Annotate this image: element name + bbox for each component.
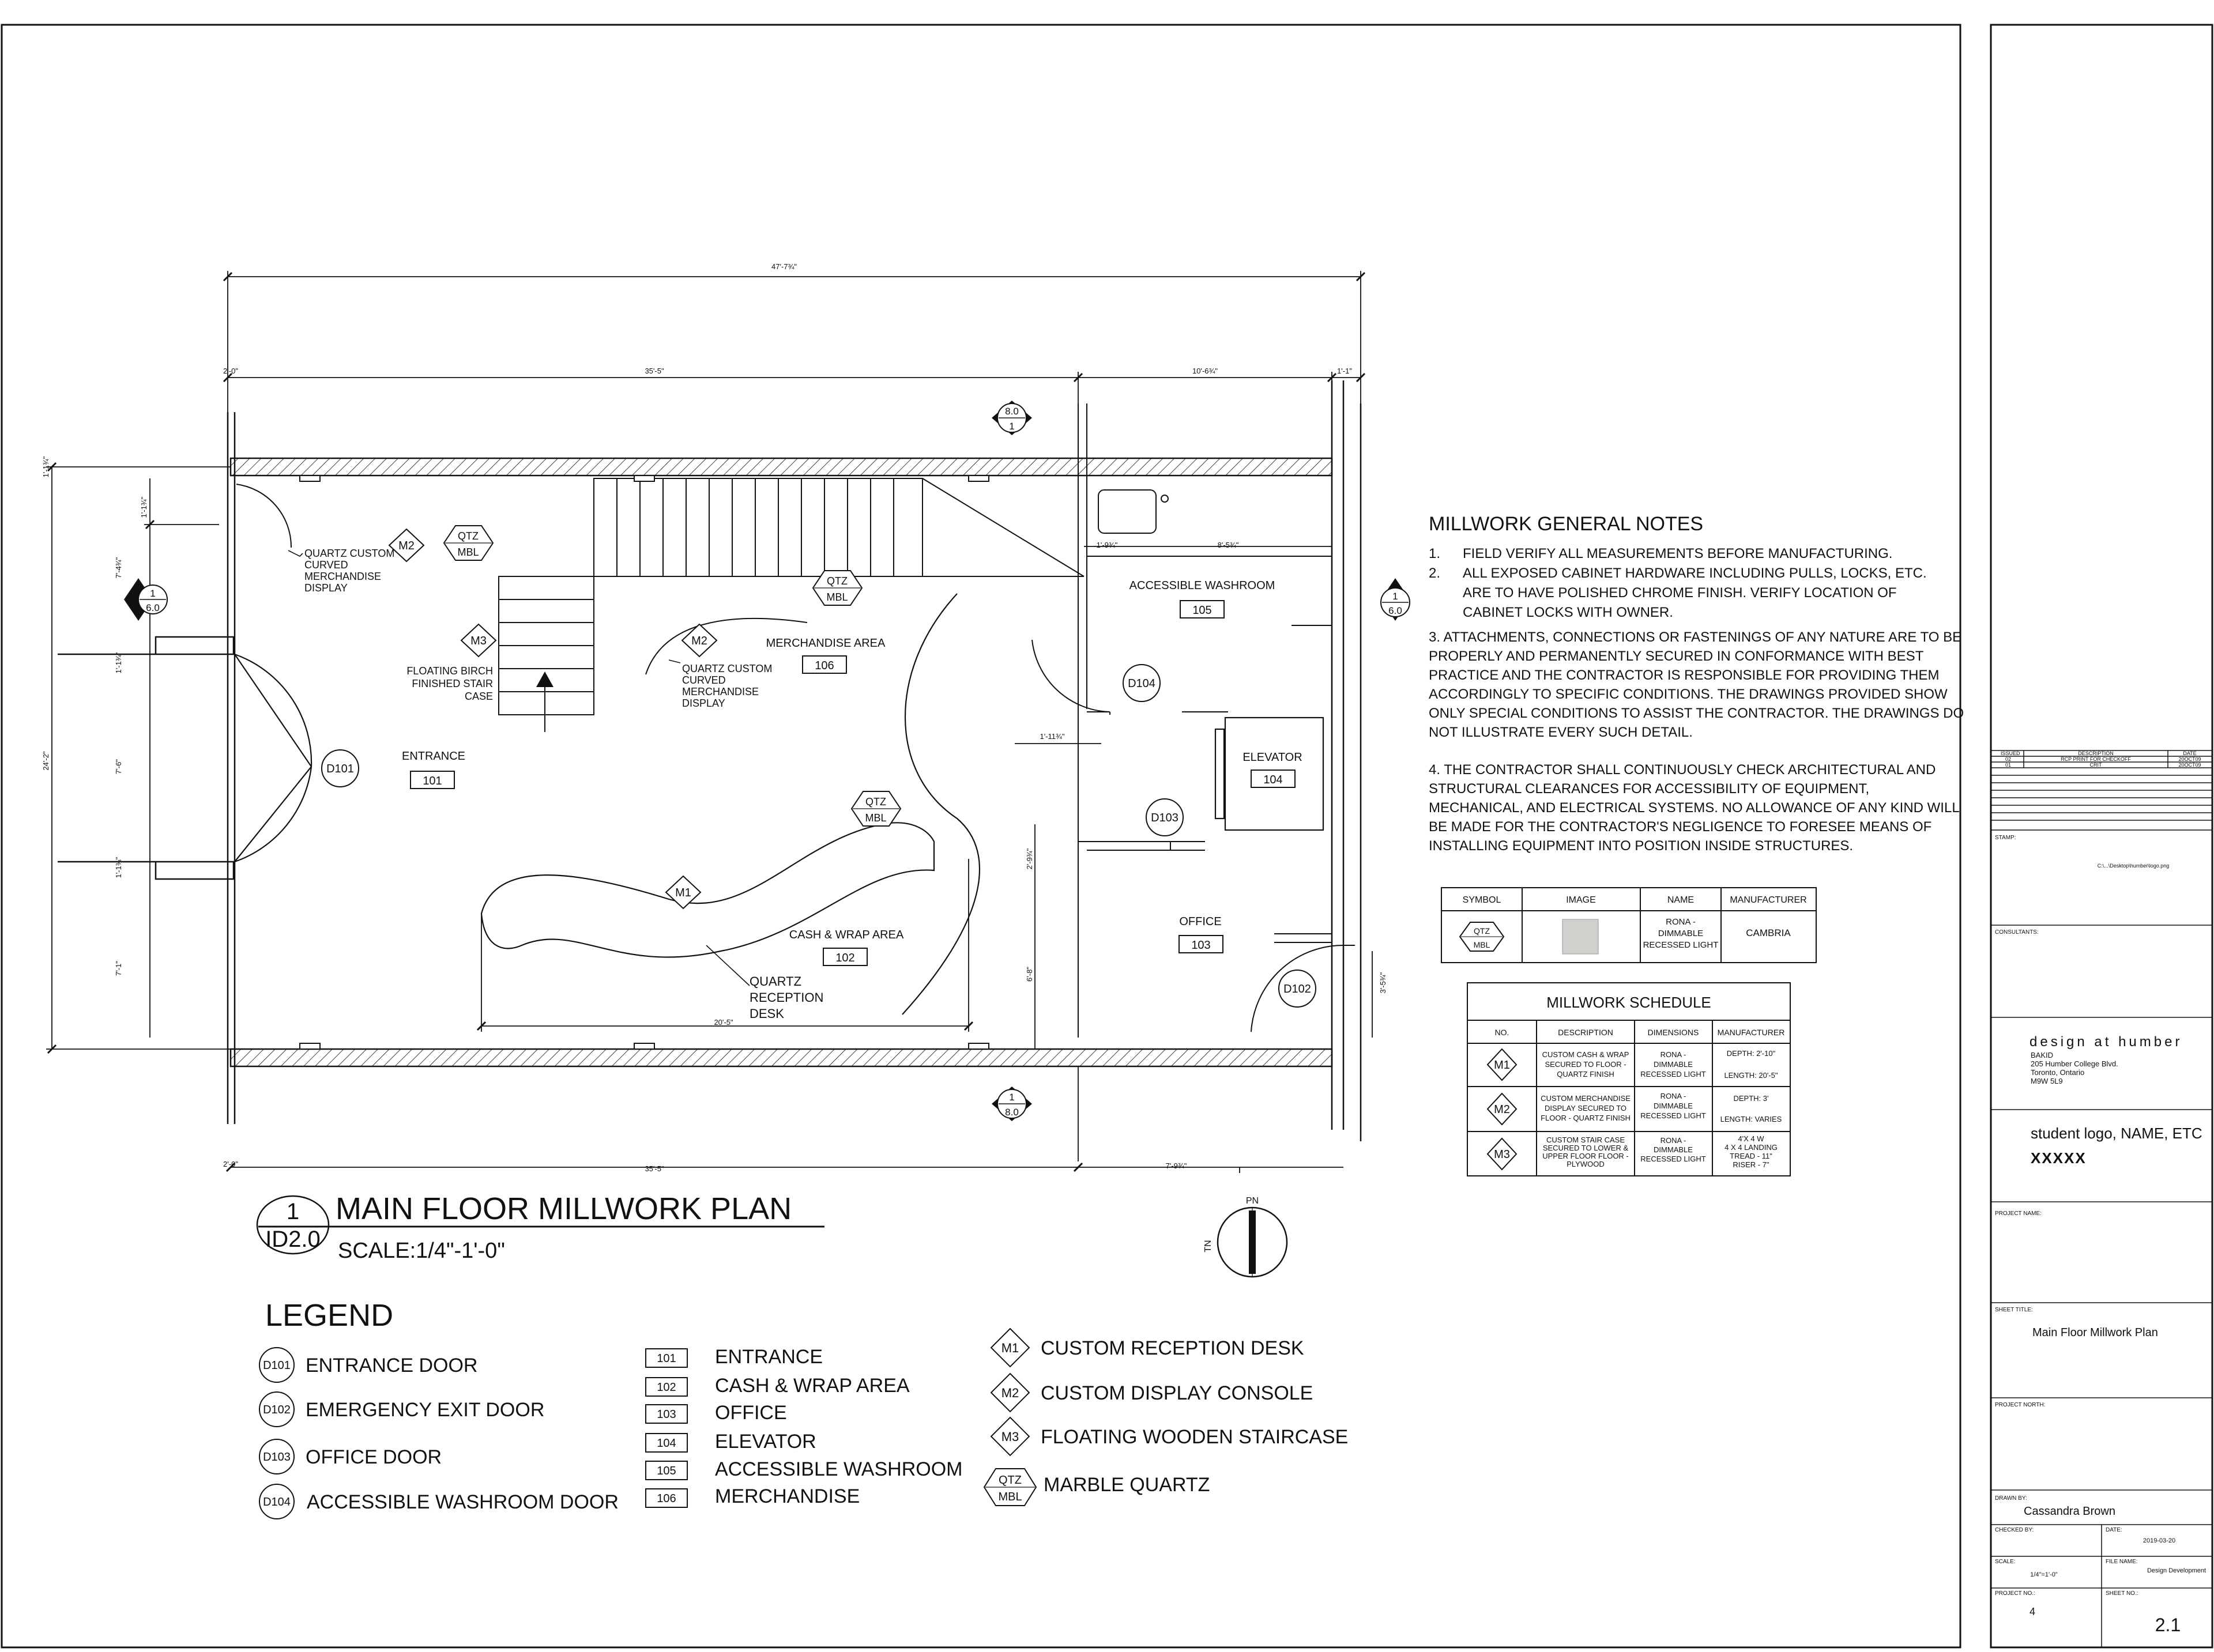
svg-text:SHEET NO.:: SHEET NO.:: [2106, 1590, 2138, 1597]
svg-text:design at humber: design at humber: [2030, 1034, 2183, 1050]
svg-text:ACCORDINGLY TO SPECIFIC CONDIT: ACCORDINGLY TO SPECIFIC CONDITIONS. THE DRAWINGS PROVIDED SHOW: [1429, 687, 1948, 702]
svg-text:DATE: DATE: [2183, 750, 2197, 756]
svg-text:SHEET TITLE:: SHEET TITLE:: [1995, 1307, 2033, 1313]
svg-text:QTZ: QTZ: [827, 575, 848, 587]
svg-text:CURVED: CURVED: [682, 674, 726, 686]
svg-text:PROJECT NORTH:: PROJECT NORTH:: [1995, 1402, 2046, 1408]
svg-text:DRAWN BY:: DRAWN BY:: [1995, 1495, 2027, 1502]
svg-text:RECESSED LIGHT: RECESSED LIGHT: [1640, 1155, 1706, 1163]
dim-left-top: 1'-1¾": [42, 456, 50, 478]
svg-text:IMAGE: IMAGE: [1566, 895, 1596, 905]
schedule-title: MILLWORK SCHEDULE: [1546, 994, 1711, 1011]
svg-text:D104: D104: [263, 1496, 291, 1508]
door-tag-d103: [1146, 799, 1183, 836]
svg-text:PLYWOOD: PLYWOOD: [1567, 1160, 1605, 1168]
legend-doors: [259, 1348, 619, 1519]
svg-text:BAKID: BAKID: [2031, 1051, 2054, 1059]
schedule-row-m1: [1488, 1049, 1778, 1080]
dim-left-a: 1'-1¾": [140, 496, 148, 518]
svg-text:102: 102: [835, 952, 855, 964]
svg-text:20OCT09: 20OCT09: [2178, 756, 2201, 762]
svg-text:LENGTH: VARIES: LENGTH: VARIES: [1720, 1115, 1782, 1123]
dim-d104-gap: 1'-11¾": [1040, 732, 1065, 741]
svg-text:FLOOR - QUARTZ FINISH: FLOOR - QUARTZ FINISH: [1541, 1114, 1631, 1122]
svg-text:CABINET LOCKS WITH OWNER.: CABINET LOCKS WITH OWNER.: [1463, 605, 1673, 620]
svg-text:M2: M2: [398, 540, 415, 552]
svg-text:RONA -: RONA -: [1666, 917, 1696, 927]
note-curved-display-2: [682, 663, 772, 709]
svg-text:ACCESSIBLE WASHROOM DOOR: ACCESSIBLE WASHROOM DOOR: [307, 1491, 619, 1513]
section-marker-bottom: [992, 1087, 1032, 1121]
svg-text:NOT ILLUSTRATE EVERY SUCH DETA: NOT ILLUSTRATE EVERY SUCH DETAIL.: [1429, 725, 1693, 740]
dim-left-d: 7'-6": [114, 759, 123, 774]
svg-text:M3: M3: [470, 635, 487, 647]
marble-swatch: [1562, 919, 1598, 954]
svg-text:FLOATING WOODEN STAIRCASE: FLOATING WOODEN STAIRCASE: [1041, 1426, 1349, 1448]
svg-text:UPPER FLOOR FLOOR -: UPPER FLOOR FLOOR -: [1542, 1152, 1629, 1160]
door-tag-d102: [1279, 970, 1316, 1007]
date-value: 2019-03-20: [2143, 1537, 2176, 1544]
svg-text:3. ATTACHMENTS, CONNECTIONS OR: 3. ATTACHMENTS, CONNECTIONS OR FASTENINGS OF ANY NATURE ARE TO BE: [1429, 629, 1962, 645]
svg-text:DIMMABLE: DIMMABLE: [1654, 1102, 1693, 1110]
svg-text:M3: M3: [1494, 1148, 1510, 1161]
dim-left-c: 1'-1¾": [114, 652, 123, 674]
svg-text:2.: 2.: [1429, 565, 1441, 581]
svg-text:SECURED TO FLOOR -: SECURED TO FLOOR -: [1545, 1060, 1626, 1069]
svg-text:ARE TO HAVE POLISHED CHROME FI: ARE TO HAVE POLISHED CHROME FINISH. VERIFY LOCATION OF: [1463, 585, 1897, 601]
svg-text:MERCHANDISE: MERCHANDISE: [682, 686, 759, 697]
svg-text:DIMMABLE: DIMMABLE: [1658, 929, 1704, 938]
svg-text:SYMBOL: SYMBOL: [1462, 895, 1501, 905]
legend-rooms: [646, 1346, 962, 1507]
svg-text:101: 101: [423, 775, 442, 787]
svg-text:106: 106: [657, 1492, 676, 1505]
svg-text:CUSTOM CASH & WRAP: CUSTOM CASH & WRAP: [1542, 1050, 1629, 1059]
svg-text:QUARTZ FINISH: QUARTZ FINISH: [1557, 1070, 1614, 1078]
note-stair: [406, 665, 493, 702]
svg-text:4. THE CONTRACTOR SHALL CONTIN: 4. THE CONTRACTOR SHALL CONTINUOUSLY CHECK ARCHITECTURAL AND: [1429, 762, 1936, 778]
svg-text:104: 104: [1263, 774, 1283, 786]
svg-text:1: 1: [1009, 421, 1015, 432]
svg-text:MERCHANDISE: MERCHANDISE: [304, 571, 382, 582]
svg-text:C:\...\Desktop\humber\logo.png: C:\...\Desktop\humber\logo.png: [2097, 863, 2170, 869]
svg-text:QTZ: QTZ: [458, 530, 479, 542]
entrance-doors: [235, 654, 311, 862]
svg-text:DESCRIPTION: DESCRIPTION: [1558, 1028, 1613, 1037]
svg-text:D101: D101: [263, 1359, 291, 1372]
svg-text:CASH & WRAP AREA: CASH & WRAP AREA: [715, 1375, 910, 1397]
svg-text:FINISHED STAIR: FINISHED STAIR: [412, 678, 493, 689]
svg-text:QUARTZ CUSTOM: QUARTZ CUSTOM: [682, 663, 773, 674]
millwork-tags-plan: [389, 526, 901, 908]
plan-tag-m3: [461, 624, 496, 657]
firm-info: [2030, 1034, 2202, 1167]
svg-text:TN: TN: [1203, 1240, 1213, 1253]
svg-text:BE MADE FOR THE CONTRACTOR'S N: BE MADE FOR THE CONTRACTOR'S NEGLIGENCE TO FORESEE MEANS OF: [1429, 819, 1932, 835]
svg-text:1: 1: [150, 588, 156, 599]
dim-wash-b: 8'-5¾": [1217, 541, 1239, 549]
title-block: [1991, 750, 2212, 1647]
svg-text:M9W 5L9: M9W 5L9: [2031, 1077, 2063, 1085]
svg-text:LENGTH: 20'-5": LENGTH: 20'-5": [1724, 1071, 1778, 1080]
svg-text:PROPERLY AND PERMANENTLY SECUR: PROPERLY AND PERMANENTLY SECURED IN CONFORMANCE WITH BEST: [1429, 648, 1924, 664]
svg-text:XXXXX: XXXXX: [2031, 1149, 2087, 1167]
room-elevator: [1242, 751, 1302, 787]
section-marker-right: [1381, 578, 1410, 621]
file-name-value: Design Development: [2147, 1567, 2207, 1574]
stair-direction-arrow: [536, 672, 554, 687]
svg-text:CHECKED BY:: CHECKED BY:: [1995, 1527, 2034, 1533]
svg-text:DESCRIPTION: DESCRIPTION: [2078, 750, 2114, 756]
svg-text:M2: M2: [691, 635, 707, 647]
section-marker-left: [124, 578, 167, 621]
drawn-by: Cassandra Brown: [2024, 1505, 2115, 1518]
svg-text:4'X 4 W: 4'X 4 W: [1738, 1134, 1764, 1143]
north-arrow: [1203, 1196, 1287, 1277]
svg-text:20OCT09: 20OCT09: [2178, 762, 2201, 768]
dim-overall: 47'-7¾": [771, 262, 797, 271]
svg-text:CRIT: CRIT: [2089, 762, 2102, 768]
svg-text:SECURED TO LOWER &: SECURED TO LOWER &: [1542, 1144, 1629, 1152]
door-tags: [322, 665, 1316, 1007]
svg-text:OFFICE: OFFICE: [1179, 915, 1222, 928]
svg-text:6.0: 6.0: [146, 602, 160, 613]
svg-text:8.0: 8.0: [1005, 1107, 1019, 1118]
revision-table: [2001, 750, 2201, 768]
svg-text:ENTRANCE: ENTRANCE: [401, 750, 466, 763]
svg-text:PN: PN: [1245, 1196, 1259, 1206]
svg-text:104: 104: [657, 1437, 676, 1450]
dim-top-right: 1'-1": [1337, 367, 1352, 375]
svg-text:205 Humber College Blvd.: 205 Humber College Blvd.: [2031, 1059, 2118, 1068]
room-entrance: [402, 750, 465, 789]
svg-text:D102: D102: [1283, 983, 1311, 995]
drawing-title: [257, 1191, 824, 1263]
svg-text:TREAD - 11": TREAD - 11": [1730, 1152, 1772, 1160]
top-left-door-swing: [236, 484, 291, 548]
dim-office-h: 2'-9¾": [1025, 848, 1034, 870]
svg-text:MANUFACTURER: MANUFACTURER: [1730, 895, 1807, 905]
svg-text:DATE:: DATE:: [2106, 1527, 2122, 1533]
svg-text:02: 02: [2005, 756, 2012, 762]
material-symbol: [1460, 922, 1504, 951]
svg-text:MERCHANDISE AREA: MERCHANDISE AREA: [766, 637, 886, 650]
svg-text:CUSTOM DISPLAY CONSOLE: CUSTOM DISPLAY CONSOLE: [1041, 1382, 1313, 1404]
plan-tag-qtz-a: [444, 526, 493, 560]
svg-text:ONLY SPECIAL CONDITIONS TO ASS: ONLY SPECIAL CONDITIONS TO ASSIST THE CONTRACTOR. THE DRAWINGS DO: [1429, 706, 1964, 721]
svg-text:ACCESSIBLE WASHROOM: ACCESSIBLE WASHROOM: [1129, 579, 1275, 592]
curved-display-wall: [902, 594, 980, 1014]
svg-text:105: 105: [657, 1465, 676, 1477]
project-no-value: 4: [2030, 1606, 2036, 1617]
svg-text:103: 103: [657, 1408, 676, 1421]
svg-text:EMERGENCY EXIT DOOR: EMERGENCY EXIT DOOR: [306, 1399, 545, 1421]
svg-text:DIMMABLE: DIMMABLE: [1654, 1060, 1693, 1069]
general-notes: [1429, 513, 1964, 854]
dim-left-total: 24'-2": [42, 751, 50, 771]
dim-left-b: 7'-4¾": [114, 557, 123, 579]
svg-text:RONA -: RONA -: [1660, 1092, 1686, 1100]
svg-text:CASH & WRAP AREA: CASH & WRAP AREA: [789, 929, 904, 941]
svg-text:CONSULTANTS:: CONSULTANTS:: [1995, 929, 2039, 936]
svg-text:INSTALLING EQUIPMENT INTO POSI: INSTALLING EQUIPMENT INTO POSITION INSIDE STRUCTURES.: [1429, 838, 1854, 854]
svg-text:DEPTH: 3': DEPTH: 3': [1733, 1094, 1769, 1103]
svg-text:RISER - 7": RISER - 7": [1733, 1160, 1769, 1169]
svg-text:MARBLE QUARTZ: MARBLE QUARTZ: [1044, 1474, 1210, 1496]
dim-top-mid: 10'-6¾": [1192, 367, 1218, 375]
dim-d102-h: 3'-5¾": [1379, 972, 1387, 994]
svg-text:103: 103: [1191, 939, 1211, 952]
title-number: 1: [286, 1199, 300, 1224]
svg-text:PROJECT NAME:: PROJECT NAME:: [1995, 1210, 2042, 1217]
svg-text:RCP PRINT FOR CHECKOFF: RCP PRINT FOR CHECKOFF: [2061, 756, 2131, 762]
room-labels: [402, 579, 1302, 965]
svg-text:ACCESSIBLE WASHROOM: ACCESSIBLE WASHROOM: [715, 1458, 963, 1480]
svg-text:6.0: 6.0: [1388, 605, 1402, 616]
svg-text:ELEVATOR: ELEVATOR: [715, 1431, 816, 1453]
svg-text:RECESSED LIGHT: RECESSED LIGHT: [1640, 1111, 1706, 1120]
dim-bottom-main: 35'-5": [645, 1164, 664, 1173]
svg-text:STAMP:: STAMP:: [1995, 835, 2016, 841]
svg-text:PROJECT NO.:: PROJECT NO.:: [1995, 1590, 2035, 1597]
svg-text:ISSUED: ISSUED: [2001, 750, 2020, 756]
svg-text:FIELD VERIFY ALL MEASUREMENTS: FIELD VERIFY ALL MEASUREMENTS BEFORE MANUFACTURING.: [1463, 546, 1893, 561]
dim-wash-a: 1'-9¾": [1096, 541, 1118, 549]
plan-tag-qtz-c: [852, 791, 901, 826]
sheet-title: Main Floor Millwork Plan: [2032, 1326, 2158, 1339]
svg-text:OFFICE DOOR: OFFICE DOOR: [306, 1446, 442, 1468]
legend-title: LEGEND: [265, 1298, 394, 1333]
general-notes-title: MILLWORK GENERAL NOTES: [1429, 513, 1704, 535]
svg-text:105: 105: [1192, 604, 1212, 617]
svg-text:D101: D101: [326, 763, 354, 775]
svg-text:DISPLAY: DISPLAY: [682, 697, 725, 709]
svg-text:MBL: MBL: [998, 1491, 1022, 1503]
svg-text:OFFICE: OFFICE: [715, 1402, 787, 1424]
svg-text:ALL EXPOSED CABINET HARDWARE I: ALL EXPOSED CABINET HARDWARE INCLUDING PULLS, LOCKS, ETC.: [1463, 565, 1927, 581]
svg-text:D104: D104: [1128, 677, 1155, 690]
svg-text:RECESSED LIGHT: RECESSED LIGHT: [1643, 940, 1719, 950]
svg-text:QTZ: QTZ: [999, 1474, 1022, 1487]
svg-text:8.0: 8.0: [1005, 406, 1019, 417]
door-tag-d101: [322, 750, 359, 787]
svg-text:MANUFACTURER: MANUFACTURER: [1717, 1028, 1785, 1037]
svg-text:D102: D102: [263, 1404, 291, 1416]
title-sheet-ref: ID2.0: [265, 1227, 321, 1252]
svg-text:D103: D103: [1151, 812, 1178, 824]
dim-top-left: 2'-0": [223, 367, 238, 375]
entrance-wall-stubs: [58, 637, 234, 879]
dim-cash-h: 6'-8": [1025, 967, 1034, 982]
svg-text:4 X 4 LANDING: 4 X 4 LANDING: [1724, 1143, 1778, 1152]
schedule-row-m3: [1488, 1134, 1778, 1170]
dimension-ticks: [48, 273, 1365, 1171]
svg-text:DIMMABLE: DIMMABLE: [1654, 1145, 1693, 1154]
svg-text:STRUCTURAL CLEARANCES FOR ACCE: STRUCTURAL CLEARANCES FOR ACCESSIBILITY OF EQUIPMENT,: [1429, 781, 1870, 797]
svg-text:CAMBRIA: CAMBRIA: [1746, 927, 1791, 938]
svg-text:CURVED: CURVED: [304, 559, 348, 571]
legend: [259, 1298, 1348, 1519]
svg-text:MBL: MBL: [1473, 940, 1490, 949]
svg-text:MERCHANDISE: MERCHANDISE: [715, 1485, 860, 1507]
svg-text:ENTRANCE: ENTRANCE: [715, 1346, 823, 1368]
svg-text:MBL: MBL: [826, 591, 848, 603]
title-scale: SCALE:1/4"-1'-0": [338, 1239, 505, 1263]
sheet-no-value: 2.1: [2155, 1615, 2181, 1635]
svg-text:DIMENSIONS: DIMENSIONS: [1647, 1028, 1699, 1037]
svg-text:M1: M1: [1494, 1059, 1510, 1072]
svg-text:QTZ: QTZ: [1474, 926, 1490, 936]
svg-text:M2: M2: [1494, 1103, 1510, 1116]
svg-text:M1: M1: [675, 887, 691, 899]
dim-bottom-left: 2'-0": [223, 1160, 238, 1168]
svg-text:QTZ: QTZ: [865, 796, 886, 808]
svg-text:CUSTOM MERCHANDISE: CUSTOM MERCHANDISE: [1541, 1094, 1631, 1103]
svg-text:102: 102: [657, 1381, 676, 1394]
svg-text:1.: 1.: [1429, 546, 1441, 561]
svg-text:Toronto, Ontario: Toronto, Ontario: [2031, 1068, 2085, 1077]
dim-left-f: 7'-1": [114, 961, 123, 976]
svg-text:ENTRANCE DOOR: ENTRANCE DOOR: [306, 1355, 478, 1376]
svg-text:M1: M1: [1001, 1341, 1019, 1355]
svg-text:MECHANICAL, AND ELECTRICAL SYS: MECHANICAL, AND ELECTRICAL SYSTEMS. NO ALLOWANCE OF ANY KIND WILL: [1429, 800, 1960, 816]
svg-text:DISPLAY: DISPLAY: [304, 582, 348, 594]
room-washroom: [1129, 579, 1275, 618]
svg-text:NO.: NO.: [1494, 1028, 1509, 1037]
dim-desk-width: 20'-5": [714, 1018, 733, 1027]
exterior-walls: [228, 380, 1361, 1141]
svg-text:RECEPTION: RECEPTION: [750, 990, 824, 1005]
svg-text:RONA -: RONA -: [1660, 1136, 1686, 1145]
svg-text:106: 106: [815, 659, 834, 672]
svg-text:CASE: CASE: [464, 691, 493, 702]
svg-text:FLOATING BIRCH: FLOATING BIRCH: [406, 665, 493, 677]
section-marker-top: [992, 401, 1032, 435]
door-tag-d104: [1123, 665, 1160, 701]
svg-text:M3: M3: [1001, 1430, 1019, 1444]
svg-text:CUSTOM STAIR CASE: CUSTOM STAIR CASE: [1546, 1136, 1625, 1144]
scale-value: 1/4"=1'-0": [2030, 1571, 2058, 1578]
svg-text:1: 1: [1392, 591, 1398, 602]
svg-text:QUARTZ CUSTOM: QUARTZ CUSTOM: [304, 548, 395, 559]
dim-left-e: 1'-1¾": [114, 857, 123, 878]
plan-tag-m2-b: [682, 624, 717, 657]
material-table: [1441, 888, 1816, 963]
svg-text:NAME: NAME: [1667, 895, 1695, 905]
note-curved-display-1: [304, 548, 394, 594]
svg-text:DESK: DESK: [750, 1006, 784, 1021]
room-merchandise: [766, 637, 886, 673]
svg-text:MBL: MBL: [457, 546, 479, 558]
svg-text:1: 1: [1009, 1092, 1015, 1103]
svg-text:FILE NAME:: FILE NAME:: [2106, 1559, 2138, 1565]
room-office: [1179, 915, 1223, 953]
svg-text:MBL: MBL: [865, 812, 887, 824]
svg-text:M2: M2: [1001, 1386, 1019, 1400]
svg-text:PRACTICE AND THE CONTRACTOR IS: PRACTICE AND THE CONTRACTOR IS RESPONSIBLE FOR PROVIDING THEM: [1429, 667, 1940, 683]
dimension-lines: [46, 271, 1372, 1173]
floor-plan: [58, 380, 1361, 1141]
svg-text:ELEVATOR: ELEVATOR: [1242, 751, 1302, 764]
svg-text:DEPTH: 2'-10": DEPTH: 2'-10": [1726, 1049, 1776, 1058]
svg-text:101: 101: [657, 1352, 676, 1365]
dim-top-main: 35'-5": [645, 367, 664, 375]
dimension-labels: [42, 262, 1387, 1173]
svg-text:QUARTZ: QUARTZ: [750, 974, 802, 989]
svg-text:RONA -: RONA -: [1660, 1050, 1686, 1059]
legend-millwork: [984, 1329, 1348, 1506]
title-text: MAIN FLOOR MILLWORK PLAN: [336, 1191, 792, 1226]
room-cash-wrap: [789, 929, 904, 965]
dim-bottom-right: 7'-9¾": [1165, 1161, 1187, 1170]
note-desk: [750, 974, 823, 1021]
svg-text:DISPLAY SECURED TO: DISPLAY SECURED TO: [1544, 1104, 1627, 1112]
svg-text:CUSTOM RECEPTION DESK: CUSTOM RECEPTION DESK: [1041, 1337, 1304, 1359]
svg-text:RECESSED LIGHT: RECESSED LIGHT: [1640, 1070, 1706, 1078]
svg-text:SCALE:: SCALE:: [1995, 1559, 2016, 1565]
svg-text:01: 01: [2005, 762, 2012, 768]
svg-text:D103: D103: [263, 1451, 291, 1464]
svg-text:student logo, NAME, ETC: student logo, NAME, ETC: [2031, 1125, 2202, 1142]
millwork-schedule: [1467, 983, 1790, 1176]
staircase: [499, 478, 1084, 732]
